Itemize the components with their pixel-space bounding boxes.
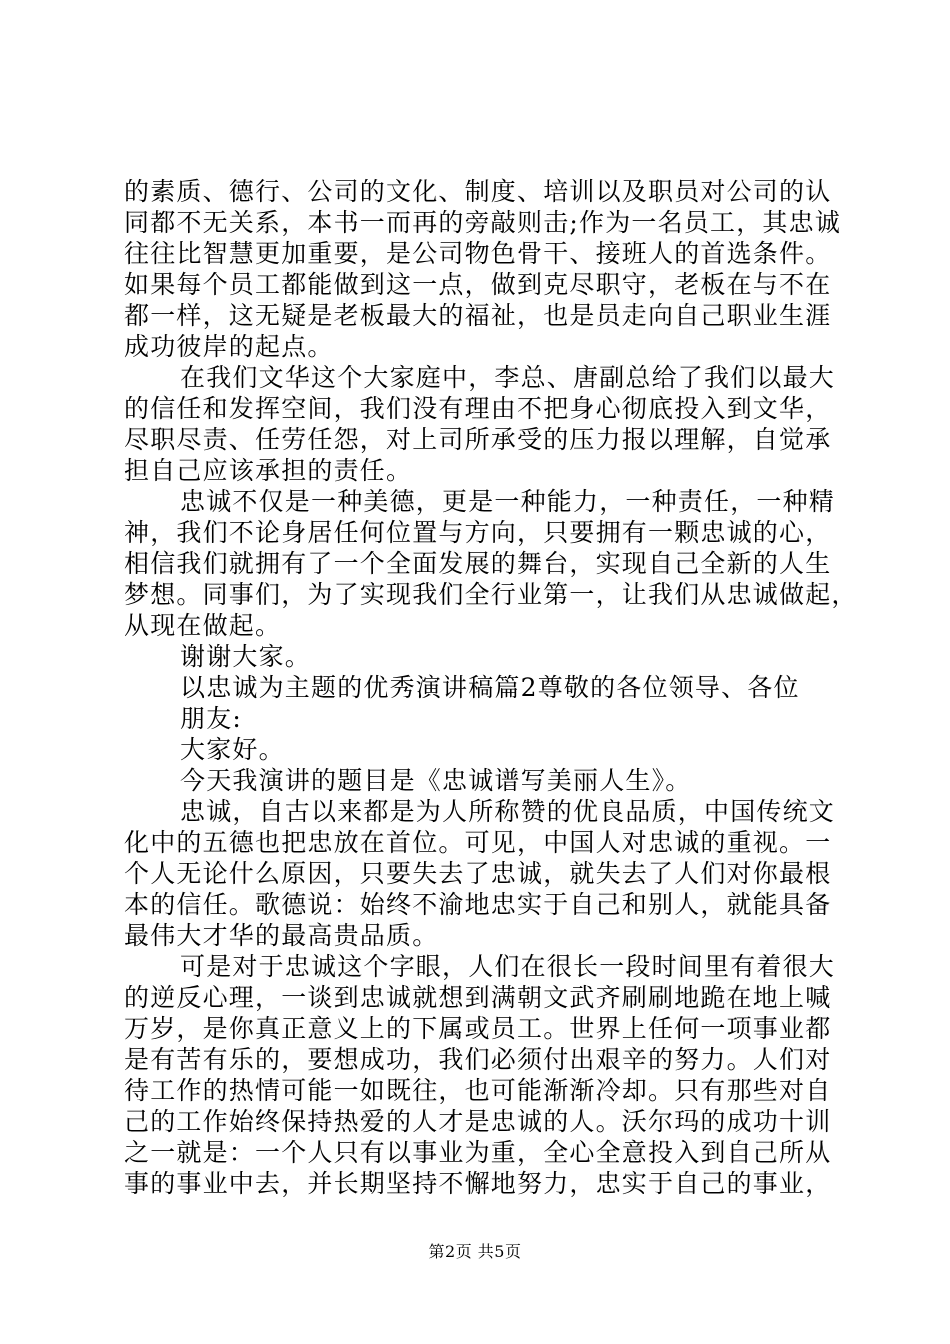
text-line: 化中的五德也把忠放在首位。可见，中国人对忠诚的重视。一 — [124, 828, 832, 857]
text-line: 最伟大才华的最高贵品质。 — [124, 921, 439, 950]
text-line: 大家好。 — [180, 735, 285, 764]
text-line: 如果每个员工都能做到这一点，做到克尽职守，老板在与不在 — [124, 270, 832, 299]
text-line: 在我们文华这个大家庭中，李总、唐副总给了我们以最大 — [180, 363, 836, 392]
text-line: 个人无论什么原因，只要失去了忠诚，就失去了人们对你最根 — [124, 859, 832, 888]
text-line: 本的信任。歌德说：始终不渝地忠实于自己和别人，就能具备 — [124, 890, 832, 919]
text-line: 神，我们不论身居任何位置与方向，只要拥有一颗忠诚的心， — [124, 518, 832, 547]
text-line: 成功彼岸的起点。 — [124, 332, 334, 361]
text-line: 事的事业中去，并长期坚持不懈地努力，忠实于自己的事业， — [124, 1169, 832, 1198]
text-line: 梦想。同事们，为了实现我们全行业第一，让我们从忠诚做起， — [124, 580, 858, 609]
text-line: 同都不无关系，本书一而再的旁敲则击;作为一名员工，其忠诚 — [124, 208, 842, 237]
text-line: 相信我们就拥有了一个全面发展的舞台，实现自己全新的人生 — [124, 549, 832, 578]
text-line: 之一就是：一个人只有以事业为重，全心全意投入到自己所从 — [124, 1138, 832, 1167]
text-line: 朋友: — [180, 704, 243, 733]
text-line: 谢谢大家。 — [180, 642, 312, 671]
text-line: 己的工作始终保持热爱的人才是忠诚的人。沃尔玛的成功十训 — [124, 1107, 832, 1136]
page-number-footer: 第2页 共5页 — [428, 1242, 522, 1261]
text-line: 都一样，这无疑是老板最大的福祉，也是员走向自己职业生涯 — [124, 301, 832, 330]
text-line: 尽职尽责、任劳任怨，对上司所承受的压力报以理解，自觉承 — [124, 425, 832, 454]
text-line: 往往比智慧更加重要，是公司物色骨干、接班人的首选条件。 — [124, 239, 832, 268]
text-line: 万岁，是你真正意义上的下属或员工。世界上任何一项事业都 — [124, 1014, 832, 1043]
text-line: 以忠诚为主题的优秀演讲稿篇2尊敬的各位领导、各位 — [180, 673, 800, 702]
text-line: 忠诚，自古以来都是为人所称赞的优良品质，中国传统文 — [180, 797, 836, 826]
text-line: 担自己应该承担的责任。 — [124, 456, 413, 485]
text-line: 可是对于忠诚这个字眼，人们在很长一段时间里有着很大 — [180, 952, 836, 981]
text-line: 的信任和发挥空间，我们没有理由不把身心彻底投入到文华， — [124, 394, 832, 423]
text-line: 待工作的热情可能一如既往，也可能渐渐冷却。只有那些对自 — [124, 1076, 832, 1105]
text-line: 从现在做起。 — [124, 611, 282, 640]
text-line: 忠诚不仅是一种美德，更是一种能力，一种责任，一种精 — [180, 487, 836, 516]
text-line: 的逆反心理，一谈到忠诚就想到满朝文武齐刷刷地跪在地上喊 — [124, 983, 832, 1012]
text-line: 今天我演讲的题目是《忠诚谱写美丽人生》。 — [180, 766, 692, 795]
text-line: 的素质、德行、公司的文化、制度、培训以及职员对公司的认 — [124, 177, 832, 206]
text-line: 是有苦有乐的，要想成功，我们必须付出艰辛的努力。人们对 — [124, 1045, 832, 1074]
